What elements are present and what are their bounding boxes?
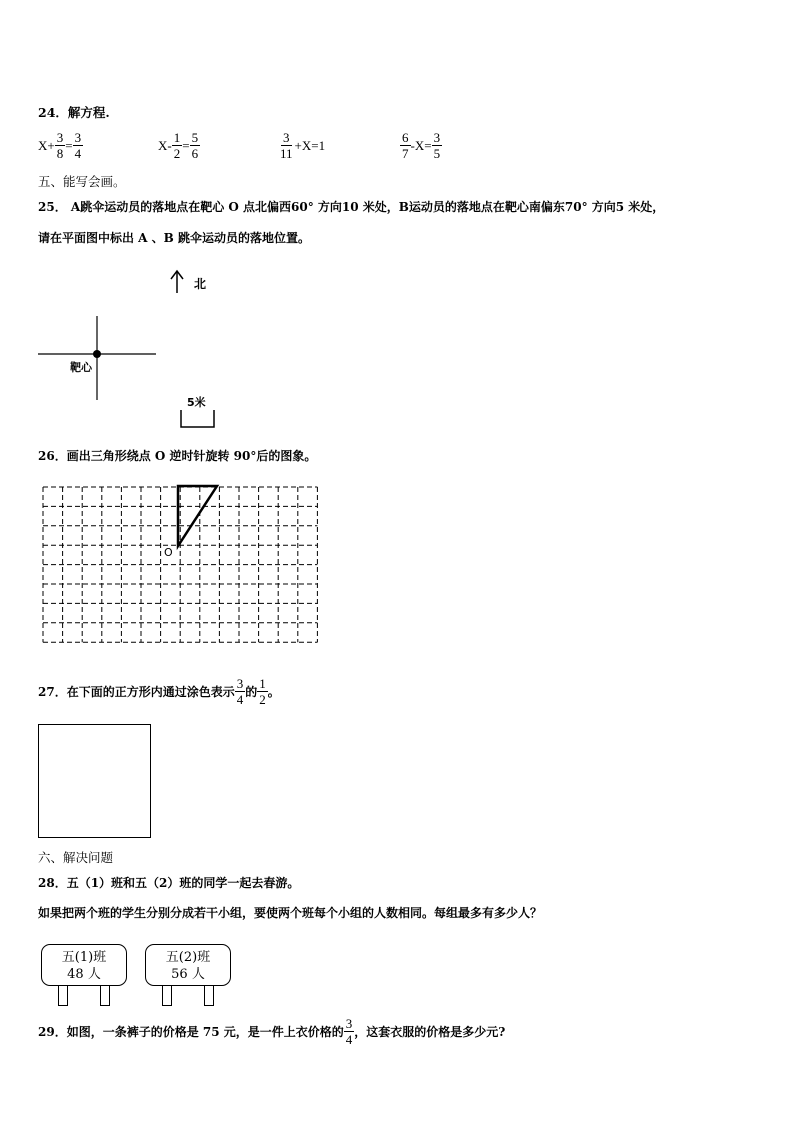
q27-prefix: 27．在下面的正方形内通过涂色表示 <box>38 685 235 699</box>
q29-suffix: ，这套衣服的价格是多少元? <box>354 1025 506 1039</box>
eq2-equals: = <box>182 137 190 153</box>
triangle <box>178 486 217 546</box>
eq1-fraction-left: $\frac{3}{8}$ <box>56 130 64 161</box>
eq1-equals: = <box>65 137 73 153</box>
equation-4 <box>400 130 442 161</box>
center-label: 靶心 <box>70 361 92 374</box>
point-o-label: O <box>164 546 173 559</box>
q25-line1: 25． A跳伞运动员的落地点在靶心 O 点北偏西60° 方向10 米处，B运动员的落地点在靶心南偏东70° 方向5 米处， <box>38 200 665 214</box>
equation-1 <box>38 130 83 161</box>
class-sign-2 <box>145 944 231 986</box>
sign-2-right-leg <box>204 984 214 1006</box>
sign-2-left-leg <box>162 984 172 1006</box>
class-sign-2-count: 56 人 <box>171 967 205 982</box>
sign-1-right-leg <box>100 984 110 1006</box>
class-sign-1 <box>41 944 127 986</box>
dashed-grid-lines <box>43 487 317 642</box>
eq2-fraction-right: $\frac{5}{6}$ <box>191 130 199 161</box>
north-label: 北 <box>194 277 207 291</box>
q25-line2: 请在平面图中标出 A 、B 跳伞运动员的落地位置。 <box>38 231 310 245</box>
q27-text <box>38 676 280 707</box>
eq1-prefix: X+ <box>38 137 55 153</box>
eq2-fraction-left: $\frac{1}{2}$ <box>173 130 181 161</box>
sign-1-left-leg <box>58 984 68 1006</box>
section-6-heading: 六、解决问题 <box>38 850 114 865</box>
equation-2 <box>158 130 200 161</box>
scale-bar <box>181 410 214 427</box>
q27-mid: 的 <box>245 685 258 699</box>
target-diagram <box>30 268 250 438</box>
eq4-fraction-left: $\frac{6}{7}$ <box>402 130 409 161</box>
shading-square[interactable] <box>38 724 151 838</box>
q29-fraction: $\frac{3}{4}$ <box>345 1016 353 1047</box>
class-sign-2-name: 五(2)班 <box>165 950 211 965</box>
scale-label: 5米 <box>187 396 206 409</box>
north-arrow <box>171 271 183 293</box>
eq2-prefix: X- <box>158 137 172 153</box>
eq3-fraction: $\frac{3}{11}$ <box>280 130 293 161</box>
q24-label: 24．解方程. <box>38 105 110 120</box>
q29-text <box>38 1016 505 1047</box>
q28-line1: 28．五（1）班和五（2）班的同学一起去春游。 <box>38 876 300 890</box>
section-5-heading: 五、能写会画。 <box>38 174 126 189</box>
equation-3 <box>278 130 325 161</box>
q26-text: 26．画出三角形绕点 O 逆时针旋转 90°后的图象。 <box>38 449 317 463</box>
class-sign-1-name: 五(1)班 <box>61 950 107 965</box>
q29-prefix: 29．如图，一条裤子的价格是 75 元，是一件上衣价格的 <box>38 1025 344 1039</box>
q27-suffix: 。 <box>267 685 280 699</box>
q27-fraction-1: $\frac{3}{4}$ <box>236 676 244 707</box>
rotation-grid <box>38 480 318 646</box>
q28-line2: 如果把两个班的学生分别分成若干小组，要使两个班每个小组的人数相同。每组最多有多少人？ <box>38 906 543 920</box>
center-point <box>93 350 101 358</box>
q27-fraction-2: $\frac{1}{2}$ <box>259 676 266 707</box>
eq3-suffix: +X=1 <box>294 137 326 153</box>
eq1-fraction-right: $\frac{3}{4}$ <box>74 130 82 161</box>
eq4-mid: -X= <box>410 137 432 153</box>
eq4-fraction-right: $\frac{3}{5}$ <box>433 130 441 161</box>
class-sign-1-count: 48 人 <box>67 967 101 982</box>
